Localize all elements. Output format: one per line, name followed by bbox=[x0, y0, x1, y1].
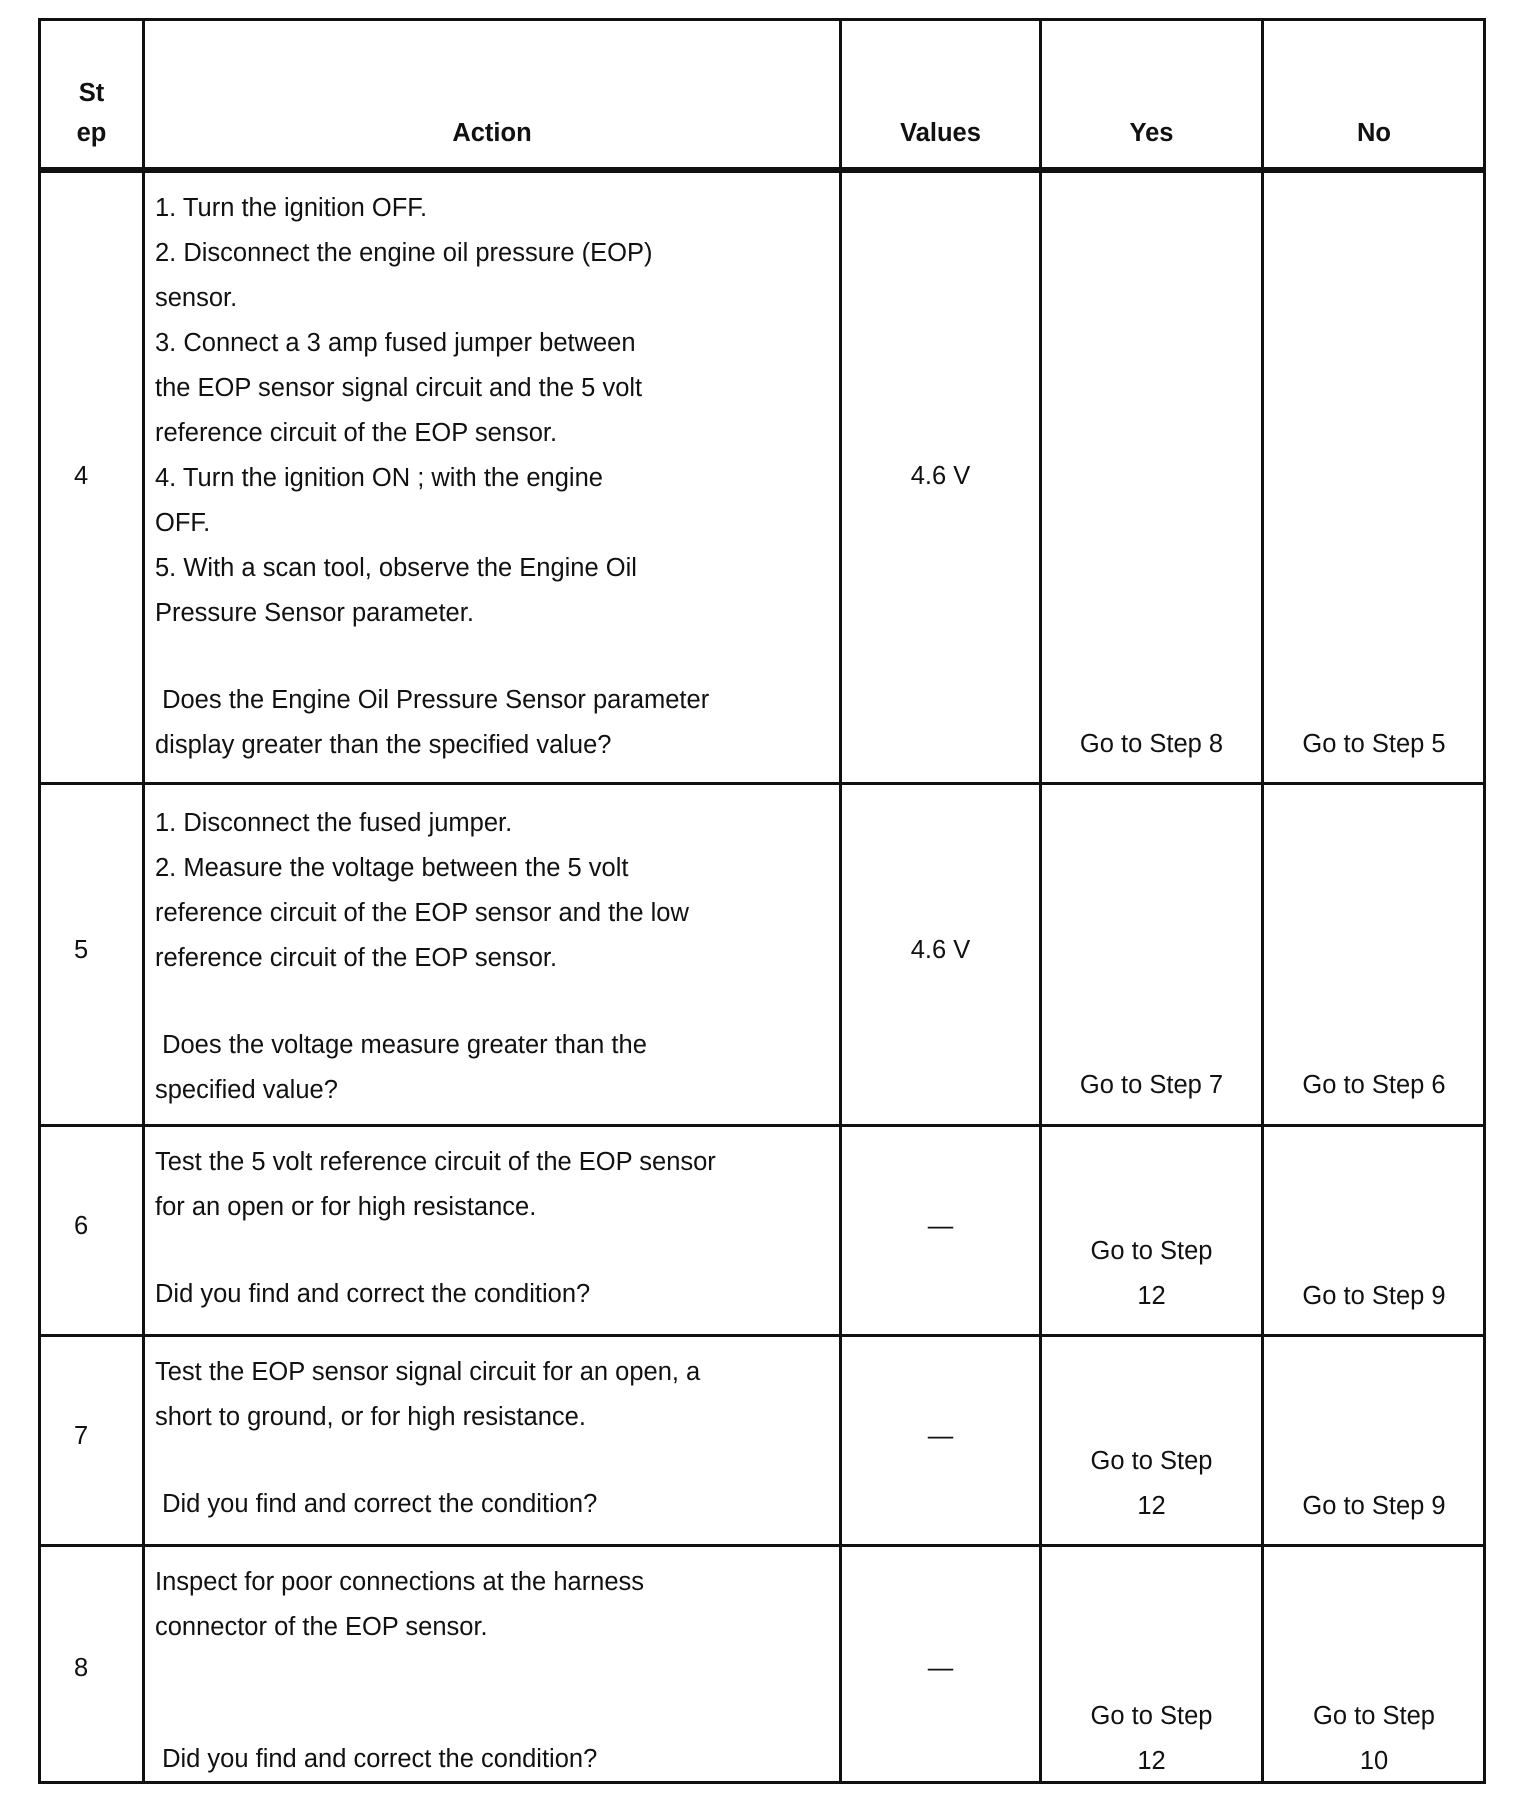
value-text: 4.6 V bbox=[910, 936, 971, 964]
value-text: 4.6 V bbox=[910, 462, 971, 490]
question-text: Did you find and correct the condition? bbox=[155, 1745, 598, 1773]
yes-link: Go to Step 8 bbox=[1079, 730, 1224, 758]
header-divider bbox=[41, 167, 1483, 173]
no-link: Go to Step 6 bbox=[1302, 1071, 1446, 1099]
yes-link: Go to Step 7 bbox=[1079, 1071, 1224, 1099]
col-divider bbox=[142, 21, 145, 1781]
question-text: Does the Engine Oil Pressure Sensor parameter bbox=[155, 686, 710, 714]
question-text: Does the voltage measure greater than the bbox=[155, 1031, 647, 1059]
value-text: — bbox=[927, 1654, 954, 1682]
action-text: 1. Turn the ignition OFF. 2. Disconnect the engine oil pressure (EOP) sensor. 3. Connect a 3 amp fused jumper between the EOP sensor signal circuit and the 5 volt reference circuit of the EOP sensor. 4. Turn the ignition ON ; with the engine OFF. 5. With a scan tool, observe the Engine Oil Pressure Sensor parameter. Does the Engine Oil Pressure Sensor parameter display greater than the specified value? bbox=[155, 186, 835, 768]
troubleshooting-table bbox=[38, 18, 1486, 1784]
action-text: Test the EOP sensor signal circuit for an open, a short to ground, or for high resistance. Did you find and correct the condition? bbox=[155, 1350, 835, 1527]
header-no: No bbox=[1357, 119, 1391, 147]
no-link: Go to Step 9 bbox=[1302, 1492, 1446, 1520]
no-link: Go to Step 10 bbox=[1313, 1702, 1435, 1775]
header-step: St ep bbox=[76, 79, 107, 147]
step-number: 6 bbox=[74, 1212, 89, 1240]
step-number: 4 bbox=[74, 462, 89, 490]
yes-link: Go to Step 12 bbox=[1090, 1702, 1213, 1775]
header-values: Values bbox=[900, 119, 981, 147]
action-text: Inspect for poor connections at the harness connector of the EOP sensor. Did you find and correct the condition? bbox=[155, 1560, 835, 1782]
row-divider bbox=[41, 1544, 1483, 1547]
action-text: 1. Disconnect the fused jumper. 2. Measure the voltage between the 5 volt reference circuit of the EOP sensor and the low reference circuit of the EOP sensor. Does the voltage measure greater than the specified value? bbox=[155, 801, 835, 1113]
no-link: Go to Step 5 bbox=[1302, 730, 1446, 758]
yes-link: Go to Step 12 bbox=[1090, 1447, 1213, 1520]
row-divider bbox=[41, 782, 1483, 785]
col-divider bbox=[839, 21, 842, 1781]
value-text: — bbox=[927, 1212, 954, 1240]
yes-link: Go to Step 12 bbox=[1090, 1237, 1213, 1310]
header-action: Action bbox=[452, 119, 532, 147]
step-number: 7 bbox=[74, 1422, 89, 1450]
header-yes: Yes bbox=[1129, 119, 1174, 147]
no-link: Go to Step 9 bbox=[1302, 1282, 1446, 1310]
value-text: — bbox=[927, 1422, 954, 1450]
row-divider bbox=[41, 1124, 1483, 1127]
question-text: Did you find and correct the condition? bbox=[155, 1490, 598, 1518]
step-number: 5 bbox=[74, 936, 89, 964]
question-text: Did you find and correct the condition? bbox=[155, 1280, 591, 1308]
step-number: 8 bbox=[74, 1654, 89, 1682]
action-text: Test the 5 volt reference circuit of the EOP sensor for an open or for high resistance. Did you find and correct the condition? bbox=[155, 1140, 835, 1317]
row-divider bbox=[41, 1334, 1483, 1337]
